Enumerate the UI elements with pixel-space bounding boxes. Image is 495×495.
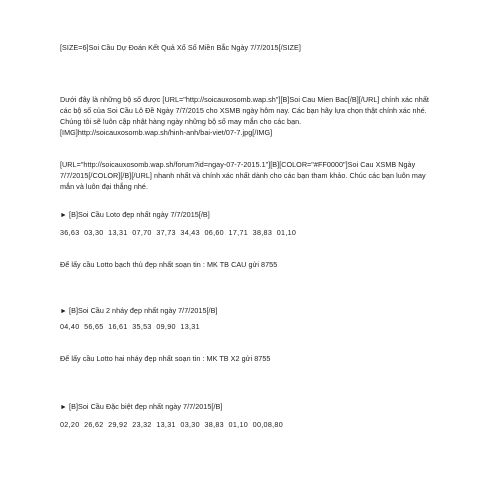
two-nhay-cta: Để lấy cầu Lotto hai nháy đẹp nhất soạn tin : MK TB X2 gửi 8755 xyxy=(60,354,271,363)
two-nhay-numbers: 04,40 56,65 16,61 35,53 09,90 13,31 xyxy=(60,322,200,331)
arrow-icon: ► xyxy=(60,404,67,411)
section-heading-text: [B]Soi Cầu Loto đẹp nhất ngày 7/7/2015[/B] xyxy=(69,210,210,219)
section-heading-text: [B]Soi Cầu Đặc biệt đẹp nhất ngày 7/7/2015[/B] xyxy=(69,402,223,411)
loto-cta: Để lấy cầu Lotto bạch thủ đẹp nhất soạn tin : MK TB CAU gửi 8755 xyxy=(60,260,278,269)
arrow-icon: ► xyxy=(60,308,67,315)
intro-paragraph: Dưới đây là những bộ số được [URL="http://soicauxosomb.wap.sh"][B]Soi Cau Mien Bac[/B][/URL] chính xác nhất các bộ số của Soi Cầu Lô Đề Ngày 7/7/2015 cho XSMB ngày hôm nay. Các bạn hãy lựa chọn thật chính xác nhé. Chúng tôi sẽ luôn cập nhật hàng ngày những bộ số may mắn cho các bạn. xyxy=(60,95,431,126)
section-heading-text: [B]Soi Cầu 2 nháy đẹp nhất ngày 7/7/2015[/B] xyxy=(69,306,218,315)
page-title: [SIZE=6]Soi Cầu Dự Đoán Kết Quả Xổ Số Miền Bắc Ngày 7/7/2015[/SIZE] xyxy=(60,43,301,52)
image-tag-line: [IMG]http://soicauxosomb.wap.sh/hinh-anh/bai-viet/07-7.jpg[/IMG] xyxy=(60,128,273,137)
dac-biet-numbers: 02,20 26,62 29,92 23,32 13,31 03,30 38,83 01,10 00,08,80 xyxy=(60,420,284,429)
section-heading-dac-biet xyxy=(60,401,440,413)
forum-link-paragraph: [URL="http://soicauxosomb.wap.sh/forum?id=ngay-07-7-2015.1"][B][COLOR="#FF0000"]Soi Cau XSMB Ngày 7/7/2015[/COLOR][/B][/URL] nhanh nhất và chính xác nhất dành cho các bạn tham khảo. Chúc các bạn luôn may mắn và luôn đại thắng nhé. xyxy=(60,160,428,191)
arrow-icon: ► xyxy=(60,212,67,219)
section-heading-2-nhay xyxy=(60,305,440,317)
loto-numbers: 36,63 03,30 13,31 07,70 37,73 34,43 06,60 17,71 38,83 01,10 xyxy=(60,228,297,237)
section-heading-loto xyxy=(60,209,440,221)
